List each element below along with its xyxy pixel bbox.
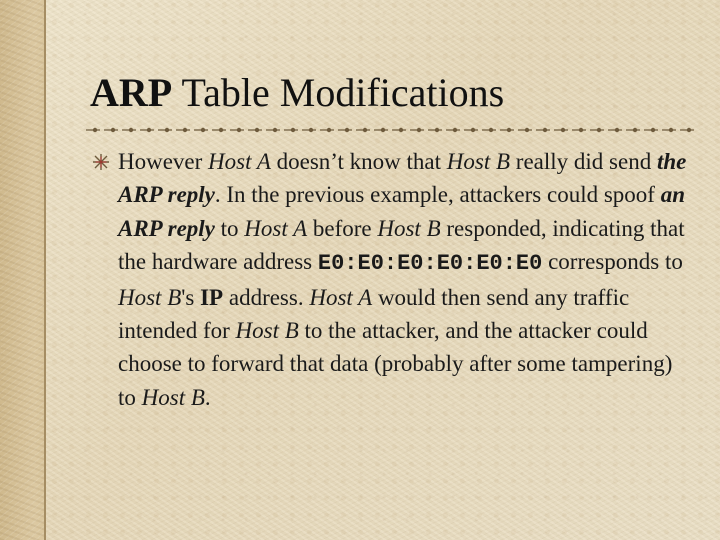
host-b-ref: Host B — [377, 215, 441, 241]
rule-dot — [399, 128, 403, 132]
slide-title — [90, 70, 504, 116]
rule-dot — [93, 128, 97, 132]
rule-dot — [273, 128, 277, 132]
rule-dot — [255, 128, 259, 132]
host-b-ref: Host B — [118, 284, 182, 310]
rule-dot — [507, 128, 511, 132]
bullet-paragraph — [118, 145, 692, 414]
rule-dot — [291, 128, 295, 132]
rule-dot — [579, 128, 583, 132]
host-a-ref: Host A — [244, 215, 308, 241]
slide-title-rest: Table Modifications — [172, 70, 505, 115]
rule-dot — [147, 128, 151, 132]
body-text: However — [118, 149, 209, 174]
host-b-ref: Host B — [446, 149, 511, 174]
rule-dot — [525, 128, 529, 132]
rule-dot — [471, 128, 475, 132]
rule-dot — [363, 128, 367, 132]
host-b-ref: Host B — [141, 384, 205, 410]
rule-dot — [183, 128, 187, 132]
host-a-ref: Host A — [208, 149, 271, 174]
rule-dot — [417, 128, 421, 132]
rule-dot — [219, 128, 223, 132]
ip-emphasis: IP — [200, 284, 224, 310]
asterisk-bullet-icon — [93, 154, 109, 170]
host-a-ref: Host A — [309, 284, 373, 310]
rule-dot — [309, 128, 313, 132]
rule-dot — [651, 128, 655, 132]
rule-dot — [597, 128, 601, 132]
slide-title-strong: ARP — [90, 70, 173, 115]
rule-dot — [633, 128, 637, 132]
body-text: 's — [181, 284, 201, 310]
an-arp-reply-emphasis: an ARP reply — [118, 182, 685, 241]
body-text: to — [214, 215, 245, 241]
rule-dot — [201, 128, 205, 132]
body-text: corresponds to — [542, 249, 683, 275]
rule-dot — [435, 128, 439, 132]
mac-address: E0:E0:E0:E0:E0:E0 — [317, 251, 543, 277]
rule-dot — [345, 128, 349, 132]
rule-dot — [129, 128, 133, 132]
rule-dot — [543, 128, 547, 132]
rule-dot — [615, 128, 619, 132]
body-text: address. — [223, 284, 310, 310]
host-b-ref: Host B — [235, 318, 299, 344]
the-arp-reply-emphasis: the ARP reply — [118, 149, 687, 208]
rule-dot — [453, 128, 457, 132]
left-decorative-band — [0, 0, 44, 540]
body-text: . In the previous example, attackers could spoof — [214, 182, 661, 208]
body-text: really did send — [510, 149, 657, 174]
rule-dot — [237, 128, 241, 132]
body-text: doesn’t know that — [270, 149, 447, 174]
body-text: . — [204, 384, 211, 410]
rule-dot — [111, 128, 115, 132]
rule-dot — [381, 128, 385, 132]
rule-dot — [165, 128, 169, 132]
rule-dot — [489, 128, 493, 132]
body-text: responded, indicating that the hardware address — [118, 215, 685, 275]
band-divider — [44, 0, 46, 540]
rule-dot — [687, 128, 691, 132]
body-text: would then send any traffic intended for — [118, 284, 630, 344]
rule-dot — [561, 128, 565, 132]
rule-dot — [327, 128, 331, 132]
title-divider-rule — [86, 120, 698, 140]
body-text: to the attacker, and the attacker could choose to forward that data (probably after some tampering) to — [118, 318, 673, 410]
rule-dot — [669, 128, 673, 132]
body-text: before — [307, 215, 378, 241]
